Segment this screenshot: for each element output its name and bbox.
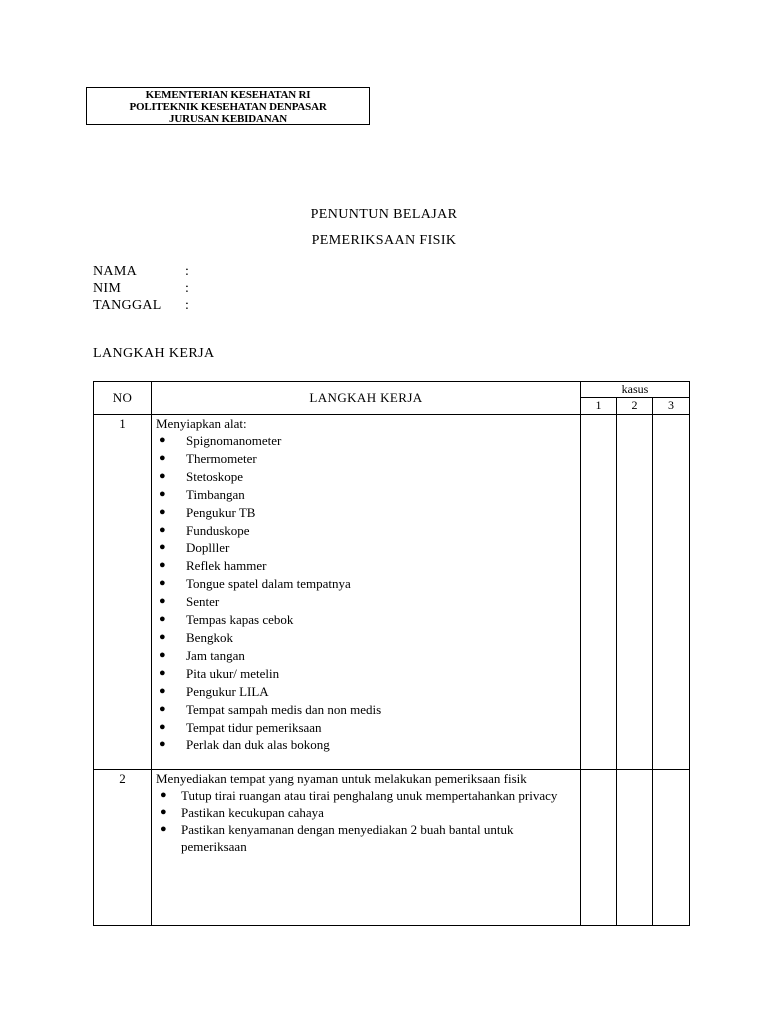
- ministry-name: KEMENTERIAN KESEHATAN RI: [145, 89, 311, 101]
- step-intro: Menyediakan tempat yang nyaman untuk melakukan pemeriksaan fisik: [156, 771, 527, 786]
- field-colon: :: [185, 264, 190, 279]
- bullet-icon: ●: [159, 487, 166, 500]
- list-item: ● Tempat sampah medis dan non medis: [159, 701, 382, 717]
- section-heading: LANGKAH KERJA: [93, 346, 215, 361]
- bullet-icon: ●: [159, 451, 166, 464]
- bullet-icon: ●: [159, 523, 166, 536]
- bullet-icon: ●: [159, 684, 166, 697]
- step-intro: Menyiapkan alat:: [156, 416, 247, 431]
- document-title: PENUNTUN BELAJAR: [310, 207, 458, 222]
- field-colon: :: [185, 298, 190, 313]
- col-step-header: LANGKAH KERJA: [152, 382, 581, 415]
- list-item: ● Pastikan kecukupan cahaya: [160, 805, 324, 820]
- kasus-2-header: 2: [617, 398, 653, 415]
- document-subtitle: PEMERIKSAAN FISIK: [311, 233, 457, 248]
- field-label: TANGGAL: [93, 298, 162, 313]
- bullet-icon: ●: [159, 666, 166, 679]
- bullet-icon: ●: [159, 595, 166, 608]
- field-colon: :: [185, 281, 190, 296]
- list-item: ● Jam tangan: [159, 647, 245, 663]
- list-item: ● Doplller: [159, 540, 230, 556]
- list-item: ● Perlak dan duk alas bokong: [159, 737, 330, 753]
- bullet-icon: ●: [160, 823, 167, 835]
- col-kasus-header: kasus: [581, 382, 690, 398]
- list-item: ● Funduskope: [159, 522, 250, 538]
- polytechnic-name: POLITEKNIK KESEHATAN DENPASAR: [129, 101, 327, 113]
- list-item: ● Bengkok: [159, 629, 233, 645]
- step-description: [152, 415, 581, 770]
- bullet-icon: ●: [159, 541, 166, 554]
- field-label: NAMA: [93, 264, 137, 279]
- table-header-row: [94, 382, 690, 398]
- kasus-2-checkbox-cell[interactable]: [617, 770, 653, 926]
- field-nama: [93, 263, 195, 280]
- list-item: ● Spignomanometer: [159, 433, 282, 448]
- kasus-3-checkbox-cell[interactable]: [653, 770, 690, 926]
- kasus-3-header: 3: [653, 398, 690, 415]
- kasus-1-header: 1: [581, 398, 617, 415]
- list-item: ● Timbangan: [159, 486, 245, 502]
- list-item: ● Tempat tidur pemeriksaan: [159, 719, 322, 735]
- list-item: ● Pengukur TB: [159, 504, 256, 520]
- bullet-icon: ●: [159, 648, 166, 661]
- row-number: 2: [94, 770, 152, 926]
- steps-table: [93, 381, 690, 926]
- bullet-icon: ●: [159, 630, 166, 643]
- list-item: ● Tutup tirai ruangan atau tirai penghalang unuk mempertahankan privacy: [160, 788, 558, 803]
- bullet-icon: ●: [160, 806, 167, 818]
- kasus-3-checkbox-cell[interactable]: [653, 415, 690, 770]
- table-row: [94, 415, 690, 770]
- col-no-header: NO: [94, 382, 152, 415]
- bullet-icon: ●: [159, 720, 166, 733]
- table-row: [94, 770, 690, 926]
- list-item: ● Pengukur LILA: [159, 683, 269, 699]
- bullet-icon: ●: [159, 577, 166, 590]
- institution-header-box: [86, 87, 370, 125]
- student-fields: [93, 263, 195, 314]
- list-item: ● Reflek hammer: [159, 558, 267, 574]
- bullet-icon: ●: [159, 469, 166, 482]
- preparation-list: [156, 787, 576, 855]
- bullet-icon: ●: [159, 613, 166, 626]
- bullet-icon: ●: [159, 738, 166, 751]
- step-description: [152, 770, 581, 926]
- bullet-icon: ●: [159, 559, 166, 572]
- list-item: ● Stetoskope: [159, 468, 244, 484]
- list-item: ● Senter: [159, 594, 220, 610]
- row-number: 1: [94, 415, 152, 770]
- kasus-1-checkbox-cell[interactable]: [581, 415, 617, 770]
- list-item: ● Tempas kapas cebok: [159, 612, 294, 628]
- list-item: ● Tongue spatel dalam tempatnya: [159, 576, 351, 592]
- bullet-icon: ●: [159, 505, 166, 518]
- kasus-1-checkbox-cell[interactable]: [581, 770, 617, 926]
- list-item: ● Pita ukur/ metelin: [159, 665, 280, 681]
- bullet-icon: ●: [159, 702, 166, 715]
- list-item: ● Pastikan kenyamanan dengan menyediakan 2 buah bantal untuk pemeriksaan: [160, 822, 514, 854]
- bullet-icon: ●: [160, 789, 167, 801]
- kasus-2-checkbox-cell[interactable]: [617, 415, 653, 770]
- field-label: NIM: [93, 281, 122, 296]
- bullet-icon: ●: [159, 434, 166, 446]
- equipment-list: [156, 432, 576, 754]
- field-nim: [93, 280, 195, 297]
- field-tanggal: [93, 297, 195, 314]
- list-item: ● Thermometer: [159, 450, 257, 466]
- department-name: JURUSAN KEBIDANAN: [169, 113, 287, 125]
